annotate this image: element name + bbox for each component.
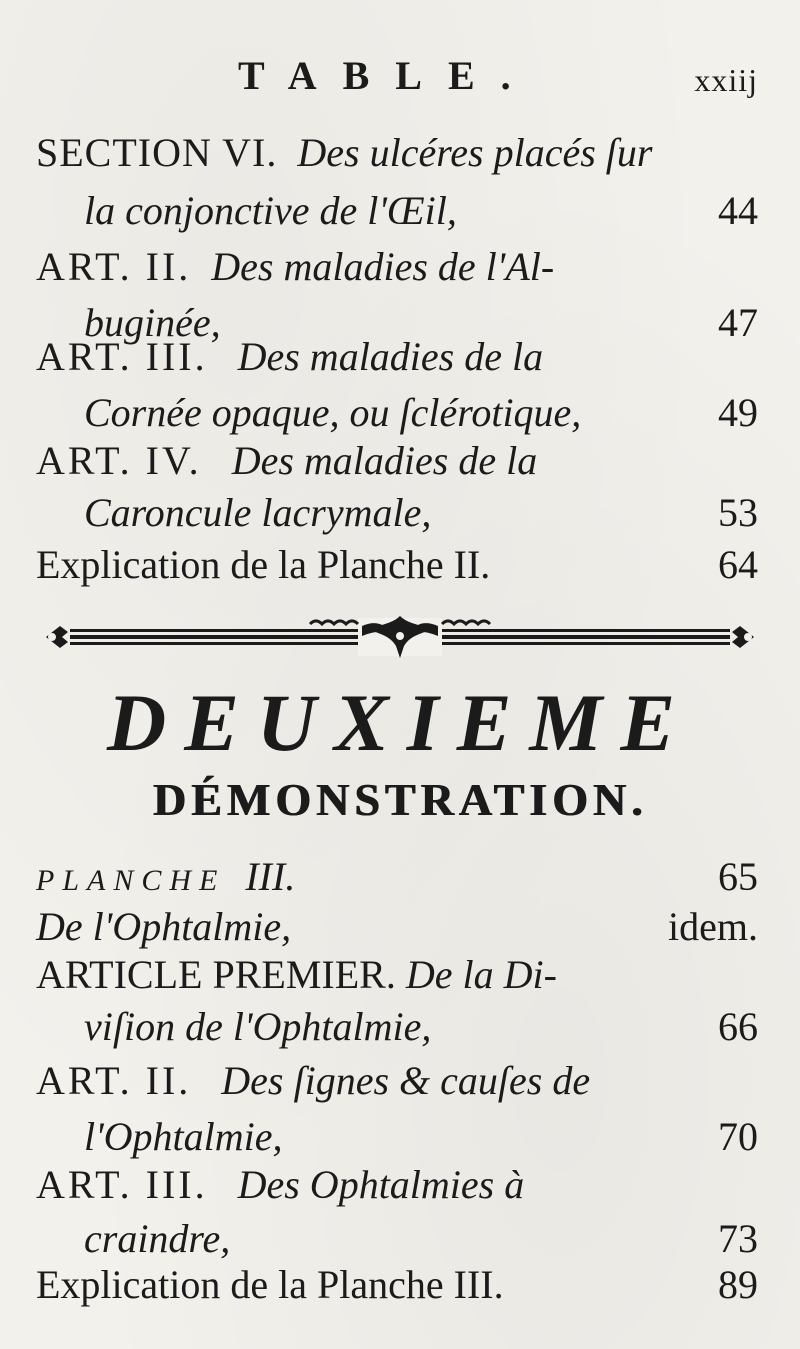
entry-text: Des ulcéres placés ſur: [297, 130, 653, 175]
entry-page: 49: [718, 390, 758, 435]
entry-text: Caroncule lacrymale,: [84, 490, 432, 535]
toc-entry: [0, 182, 800, 240]
entry-text: Des maladies de la: [231, 438, 538, 483]
entry-text: III.: [245, 854, 296, 899]
article-label: ART. III.: [36, 1162, 208, 1207]
entry-page: 44: [718, 188, 758, 233]
entry-text: Des ſignes & cauſes de: [221, 1058, 591, 1103]
entry-text: Des maladies de la: [237, 334, 544, 379]
article-label: ARTICLE PREMIER.: [36, 952, 396, 997]
part-title: DEUXIEME: [106, 677, 694, 768]
entry-page: 47: [718, 300, 758, 345]
entry-page: 73: [718, 1216, 758, 1261]
toc-entry: [0, 1052, 800, 1110]
toc-entry: [0, 1156, 800, 1214]
entry-page: 89: [718, 1262, 758, 1307]
entry-text: Des maladies de l'Al-: [211, 244, 555, 289]
entry-text: Des Ophtalmies à: [237, 1162, 525, 1207]
entry-text: buginée,: [84, 300, 221, 345]
part-subtitle: DÉMONSTRATION.: [152, 774, 648, 825]
entry-text: l'Ophtalmie,: [84, 1114, 283, 1159]
entry-page: 70: [718, 1114, 758, 1159]
entry-text: De l'Ophtalmie,: [36, 904, 292, 949]
toc-entry: [0, 328, 800, 386]
article-label: ART. II.: [36, 244, 192, 289]
entry-text: De la Di-: [405, 952, 557, 997]
page-header: [0, 52, 800, 102]
toc-entry: [0, 238, 800, 296]
toc-entry: [0, 1256, 800, 1314]
article-label: ART. IV.: [36, 438, 202, 483]
section-label: SECTION VI.: [36, 130, 278, 175]
plate-label: PLANCHE: [36, 864, 226, 897]
toc-entry: [0, 484, 800, 542]
entry-text: viſion de l'Ophtalmie,: [84, 1004, 432, 1049]
article-label: ART. II.: [36, 1058, 192, 1103]
article-label: ART. III.: [36, 334, 208, 379]
ornamental-divider: [40, 612, 760, 662]
entry-page: 66: [718, 1004, 758, 1049]
toc-entry: [0, 432, 800, 490]
toc-entry: [0, 946, 800, 1004]
entry-page: idem.: [668, 904, 758, 949]
page-number: xxiij: [694, 62, 758, 98]
toc-entry: [0, 124, 800, 182]
entry-page: 65: [718, 854, 758, 899]
toc-entry: [0, 998, 800, 1056]
toc-entry: [0, 536, 800, 594]
entry-text: craindre,: [84, 1216, 231, 1261]
entry-page: 53: [718, 490, 758, 535]
plate-explanation: Explication de la Planche II.: [36, 542, 491, 587]
entry-page: 64: [718, 542, 758, 587]
plate-explanation: Explication de la Planche III.: [36, 1262, 504, 1307]
entry-text: Cornée opaque, ou ſclérotique,: [84, 390, 582, 435]
running-title: TABLE.: [238, 53, 537, 98]
entry-text: la conjonctive de l'Œil,: [84, 188, 457, 233]
